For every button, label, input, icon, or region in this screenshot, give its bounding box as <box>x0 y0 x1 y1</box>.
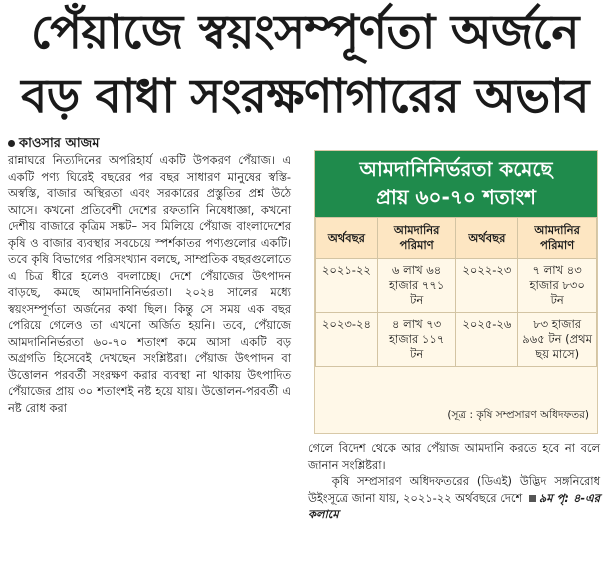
cell-year: ২০২১-২২ <box>316 259 378 313</box>
infobox-heading-line-1: আমদানিনির্ভরতা কমেছে <box>359 157 553 181</box>
table-header-row <box>316 218 597 259</box>
infobox-heading-line-2: প্রায় ৬০-৭০ শতাংশ <box>376 185 536 209</box>
article-body-right-2-text: কৃষি সম্প্রসারণ অধিদফতরের (ডিএই) উদ্ভিদ সঙ্গনিরোধ উইংসূত্রে জানা যায়, ২০২১-২২ অর্থবছরে দেশে <box>308 474 600 505</box>
infobox-heading <box>315 151 597 217</box>
cell-year: ২০২২-২৩ <box>456 259 518 313</box>
author-name: কাওসার আজম <box>19 136 100 151</box>
cell-amount: ৭ লাখ ৪৩ হাজার ৮৩০ টন <box>518 259 597 313</box>
header-year-1: অর্থবছর <box>316 218 378 259</box>
table-row <box>316 259 597 313</box>
header-amount-2: আমদানির পরিমাণ <box>518 218 597 259</box>
cell-year: ২০২৫-২৬ <box>456 313 518 367</box>
header-year-2: অর্থবছর <box>456 218 518 259</box>
article-body-right-2 <box>308 473 600 523</box>
article-body-right-1: গেলে বিদেশ থেকে আর পেঁয়াজ আমদানি করতে হবে না বলে জানান সংশ্লিষ্টরা। <box>308 441 600 472</box>
cell-year: ২০২৩-২৪ <box>316 313 378 367</box>
article-left-column <box>8 152 291 416</box>
headline-line-2: বড় বাধা সংরক্ষণাগারের অভাব <box>21 69 589 124</box>
headline-line-1: পেঁয়াজে স্বয়ংসম্পূর্ণতা অর্জনে <box>31 5 579 60</box>
cell-amount: ৮৩ হাজার ৯৬৫ টন (প্রথম ছয় মাসে) <box>518 313 597 367</box>
bullet-icon <box>8 140 15 147</box>
import-table <box>315 217 597 367</box>
import-dependency-infobox <box>314 150 598 434</box>
cell-amount: ৬ লাখ ৬৪ হাজার ৭৭১ টন <box>377 259 456 313</box>
continued-text: ৯ম পৃ: ৪-এর কলামে <box>308 490 600 521</box>
cell-amount: ৪ লাখ ৭৩ হাজার ১১৭ টন <box>377 313 456 367</box>
header-amount-1: আমদানির পরিমাণ <box>377 218 456 259</box>
square-bullet-icon <box>529 495 536 502</box>
article-body-left: রান্নাঘরে নিত্যদিনের অপরিহার্য একটি উপকরণ পেঁয়াজ। এ একটি পণ্য ঘিরেই বছরের পর বছর সাধারণ মানুষের স্বস্তি-অস্বস্তি, বাজার অস্থিরতা এবং সরকারের প্রস্তুতির প্রশ্ন উঠে আসে। কখনো প্রতিবেশী দেশের রফতানি নিষেধাজ্ঞা, কখনো দেশীয় বাজারে কৃত্রিম সঙ্কট– সব মিলিয়ে পেঁয়াজ বাংলাদেশের কৃষি ও বাজার ব্যবস্থার সবচেয়ে স্পর্শকাতর পণ্যগুলোর একটি। তবে কৃষি বিভাগের পরিসংখ্যান বলছে, সাম্প্রতিক বছরগুলোতে এ চিত্র ধীরে হলেও বদলাচ্ছে। দেশে পেঁয়াজের উৎপাদন বাড়ছে, কমছে আমদানিনির্ভরতা। ২০২৪ সালের মধ্যে স্বয়ংসম্পূর্ণতা অর্জনের কথা ছিল। কিন্তু সে সময় এক বছর পেরিয়ে গেলেও তা এখনো অর্জিত হয়নি। তবে, পেঁয়াজে আমদানিনির্ভরতা ৬০-৭০ শতাংশ কমে আসা একটি বড় অগ্রগতি হিসেবেই দেখছেন সংশ্লিষ্টরা। পেঁয়াজ উৎপাদন বা উত্তোলন পরবর্তী সংরক্ষণ করার ব্যবস্থা না থাকায় উৎপাদিত পেঁয়াজের প্রায় ৩০ শতাংশই নষ্ট হয়ে যায়। উত্তোলন-পরবর্তী এ নষ্ট রোধ করা <box>8 153 291 415</box>
table-row <box>316 313 597 367</box>
infobox-source: (সূত্র : কৃষি সম্প্রসারণ অধিদফতর) <box>447 409 589 421</box>
article-right-column <box>308 440 600 523</box>
